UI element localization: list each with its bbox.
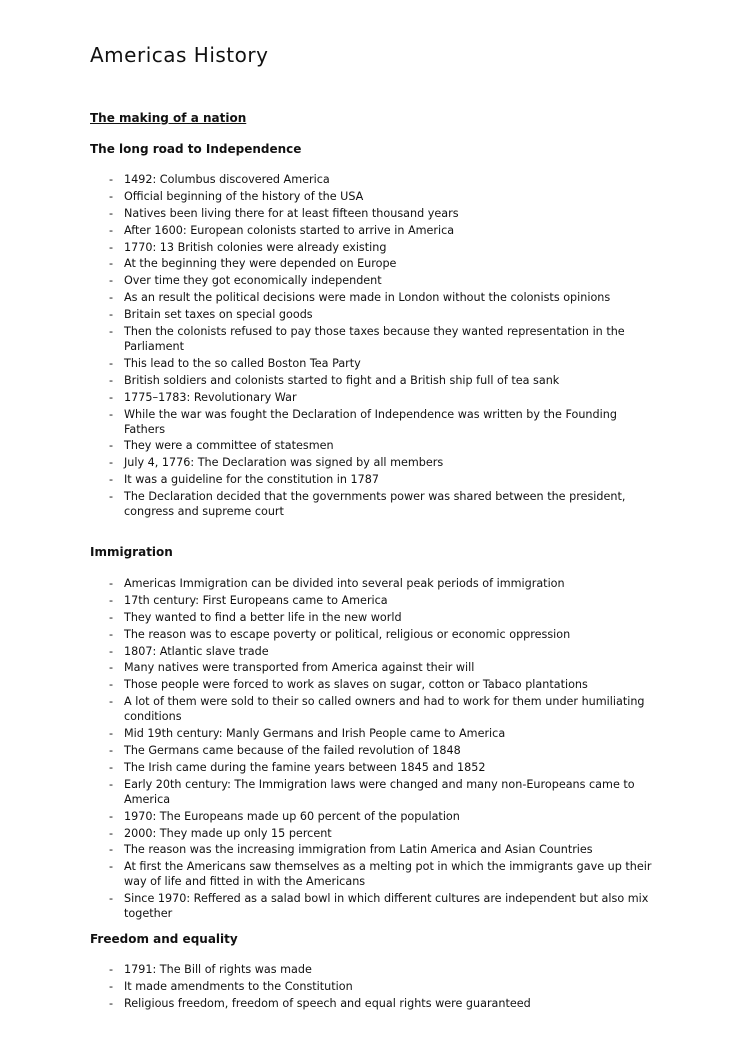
list-immigration — [0, 576, 750, 923]
list-item: - Americas Immigration can be divided into several peak periods of immigration — [0, 576, 750, 591]
list-item: - A lot of them were sold to their so called owners and had to work for them under humiliating conditions — [0, 694, 750, 724]
list-item: - 1770: 13 British colonies were already existing — [0, 240, 750, 255]
list-item: - Britain set taxes on special goods — [0, 307, 750, 322]
list-item: - 17th century: First Europeans came to America — [0, 593, 750, 608]
list-item: - Natives been living there for at least fifteen thousand years — [0, 206, 750, 221]
list-item: - The Irish came during the famine years between 1845 and 1852 — [0, 760, 750, 775]
list-item: - Since 1970: Reffered as a salad bowl in which different cultures are independent but also mix together — [0, 891, 750, 921]
list-item: - Over time they got economically independent — [0, 273, 750, 288]
list-item: - 2000: They made up only 15 percent — [0, 826, 750, 841]
list-item: - 1970: The Europeans made up 60 percent of the population — [0, 809, 750, 824]
list-item: - At first the Americans saw themselves as a melting pot in which the immigrants gave up their way of life and fitted in with the Americans — [0, 859, 750, 889]
list-long-road-to-independence — [0, 172, 750, 521]
list-item: - Many natives were transported from America against their will — [0, 660, 750, 675]
list-item: - Then the colonists refused to pay those taxes because they wanted representation in the Parliament — [0, 324, 750, 354]
list-item: - 1807: Atlantic slave trade — [0, 644, 750, 659]
list-item: - While the war was fought the Declaration of Independence was written by the Founding Fathers — [0, 407, 750, 437]
list-item: - After 1600: European colonists started to arrive in America — [0, 223, 750, 238]
list-item: - They were a committee of statesmen — [0, 438, 750, 453]
list-freedom-and-equality — [0, 962, 750, 1013]
list-item: - Early 20th century: The Immigration laws were changed and many non-Europeans came to America — [0, 777, 750, 807]
heading-long-road-to-independence: The long road to Independence — [90, 142, 302, 156]
section-title: The making of a nation — [90, 111, 247, 125]
document-title: Americas History — [90, 43, 269, 67]
list-item: - The reason was the increasing immigration from Latin America and Asian Countries — [0, 842, 750, 857]
list-item: - 1775–1783: Revolutionary War — [0, 390, 750, 405]
list-item: - It was a guideline for the constitution in 1787 — [0, 472, 750, 487]
list-item: - Religious freedom, freedom of speech and equal rights were guaranteed — [0, 996, 750, 1011]
list-item: - July 4, 1776: The Declaration was signed by all members — [0, 455, 750, 470]
list-item: - They wanted to find a better life in the new world — [0, 610, 750, 625]
list-item: - Those people were forced to work as slaves on sugar, cotton or Tabaco plantations — [0, 677, 750, 692]
list-item: - It made amendments to the Constitution — [0, 979, 750, 994]
list-item: - The Declaration decided that the governments power was shared between the president, congress and supreme court — [0, 489, 750, 519]
list-item: - Official beginning of the history of the USA — [0, 189, 750, 204]
list-item: - As an result the political decisions were made in London without the colonists opinions — [0, 290, 750, 305]
heading-freedom-and-equality: Freedom and equality — [90, 932, 238, 946]
list-item: - The Germans came because of the failed revolution of 1848 — [0, 743, 750, 758]
list-item: - 1492: Columbus discovered America — [0, 172, 750, 187]
heading-immigration: Immigration — [90, 545, 173, 559]
list-item: - This lead to the so called Boston Tea Party — [0, 356, 750, 371]
list-item: - British soldiers and colonists started to fight and a British ship full of tea sank — [0, 373, 750, 388]
list-item: - At the beginning they were depended on Europe — [0, 256, 750, 271]
list-item: - Mid 19th century: Manly Germans and Irish People came to America — [0, 726, 750, 741]
list-item: - The reason was to escape poverty or political, religious or economic oppression — [0, 627, 750, 642]
list-item: - 1791: The Bill of rights was made — [0, 962, 750, 977]
